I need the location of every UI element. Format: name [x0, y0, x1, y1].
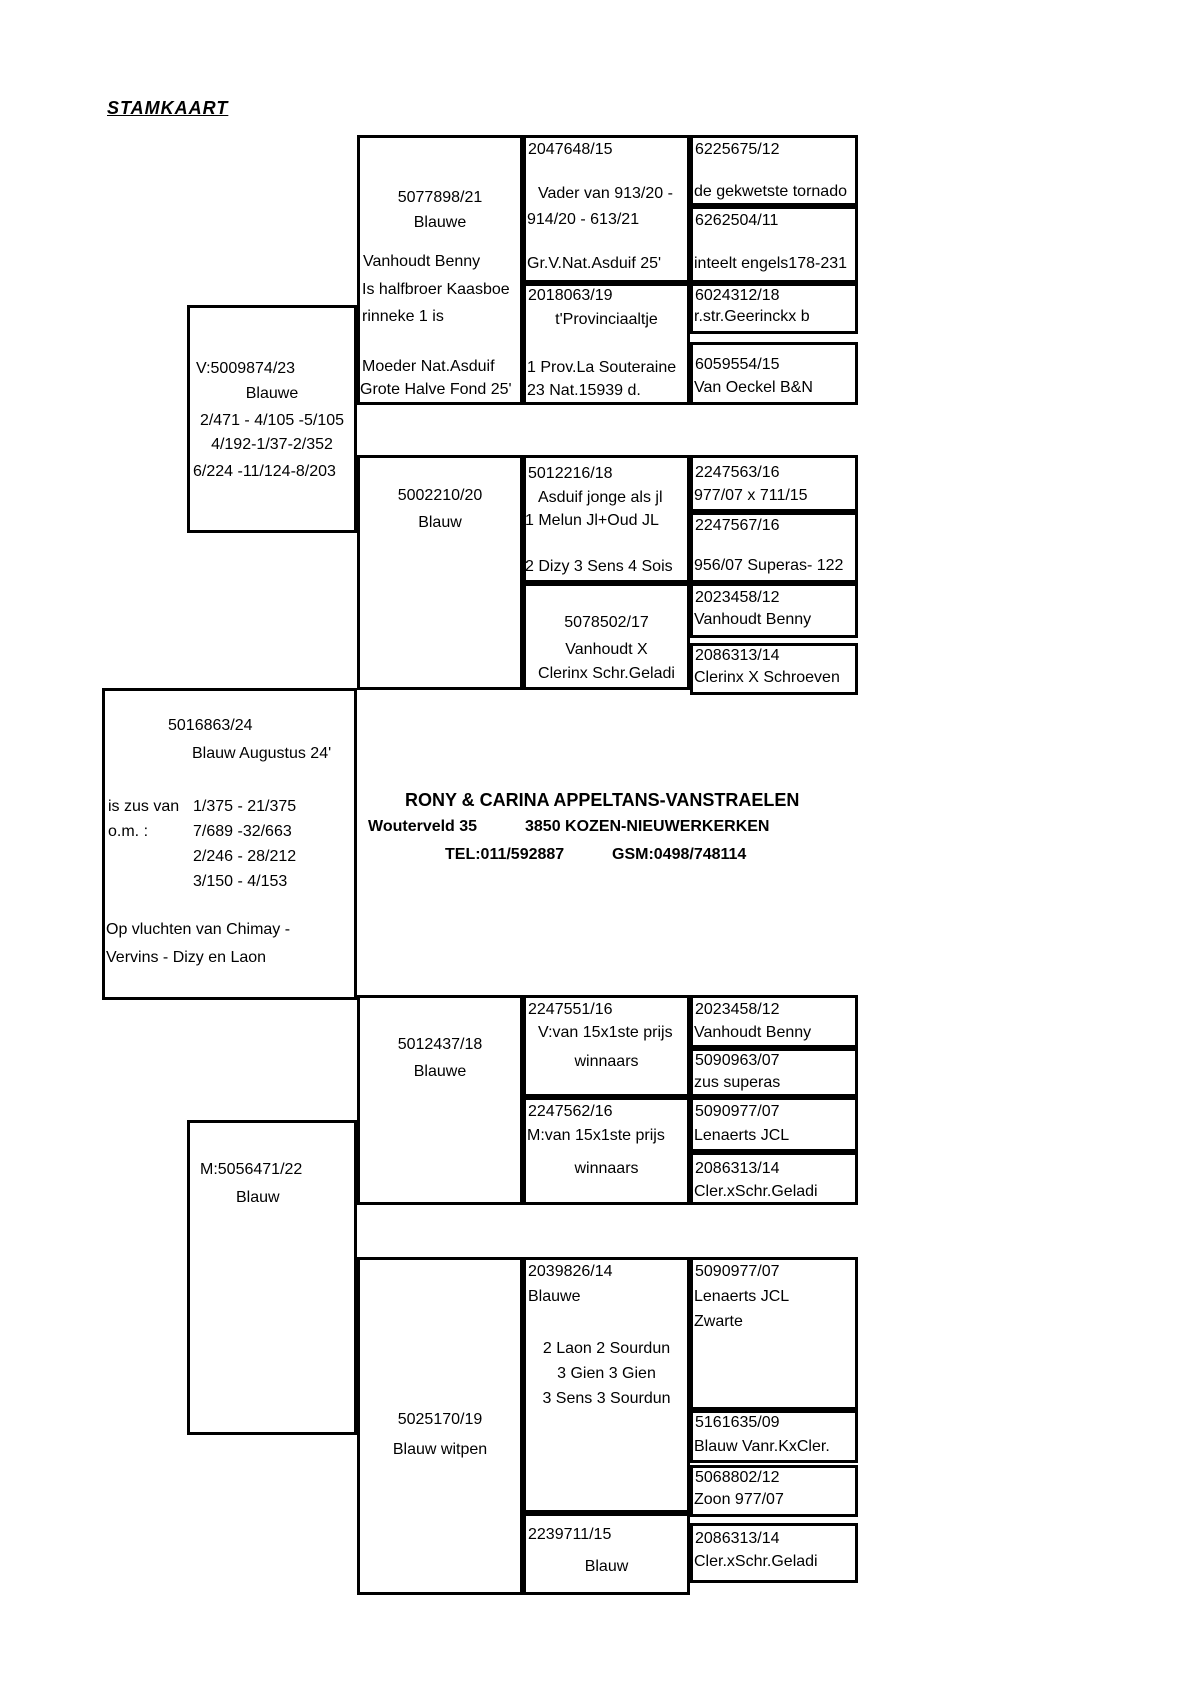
box-ggp11-line-1: Lenaerts JCL	[694, 1127, 790, 1144]
pedigree-box-mgf	[357, 995, 523, 1205]
box-pgf-dam-line-0: 2018063/19	[528, 287, 613, 304]
box-mgm-sire-line-2: 2 Laon 2 Sourdun	[542, 1340, 671, 1357]
box-ggp10-line-0: 5090963/07	[695, 1052, 780, 1069]
box-ggp10-line-1: zus superas	[694, 1074, 781, 1091]
box-ggp3-line-0: 6024312/18	[695, 287, 780, 304]
pedigree-box-ggp4	[690, 342, 858, 405]
box-pgf-dam-line-1: t'Provinciaaltje	[555, 311, 658, 328]
box-ggp11-line-0: 5090977/07	[695, 1103, 780, 1120]
box-ggp14-line-0: 5161635/09	[695, 1414, 780, 1431]
box-subject-line-3: 1/375 - 21/375	[193, 798, 297, 815]
box-pgf-line-2: Vanhoudt Benny	[363, 253, 481, 270]
pedigree-box-mother	[187, 1120, 357, 1435]
breeder-phone: TEL:011/592887	[445, 846, 565, 863]
pedigree-box-mgm-sire	[523, 1257, 690, 1513]
box-ggp9-line-0: 2023458/12	[695, 1001, 780, 1018]
box-mgf-line-0: 5012437/18	[397, 1036, 483, 1053]
box-subject-line-9: Vervins - Dizy en Laon	[106, 949, 267, 966]
box-ggp3-line-1: r.str.Geerinckx b	[694, 308, 810, 325]
pedigree-box-mgf-dam	[523, 1097, 690, 1205]
pedigree-box-ggp9	[690, 995, 858, 1048]
pedigree-box-mgm	[357, 1257, 523, 1595]
box-pgf-sire-line-2: 914/20 - 613/21	[527, 211, 640, 228]
box-mgm-sire-line-3: 3 Gien 3 Gien	[557, 1365, 656, 1382]
box-ggp12-line-1: Cler.xSchr.Geladi	[694, 1183, 818, 1200]
box-mgm-sire-line-4: 3 Sens 3 Sourdun	[542, 1390, 671, 1407]
box-father-line-4: 6/224 -11/124-8/203	[193, 463, 336, 480]
box-pgf-line-3: Is halfbroer Kaasboe	[362, 281, 510, 298]
pedigree-box-ggp13	[690, 1257, 858, 1410]
box-ggp4-line-1: Van Oeckel B&N	[694, 379, 813, 396]
box-pgf-dam-line-2: 1 Prov.La Souteraine	[527, 359, 677, 376]
box-pgf-line-0: 5077898/21	[397, 189, 483, 206]
box-mgm-sire-line-1: Blauwe	[528, 1288, 581, 1305]
box-ggp16-line-1: Cler.xSchr.Geladi	[694, 1553, 818, 1570]
box-pgf-line-5: Moeder Nat.Asduif	[362, 358, 495, 375]
box-pgm-sire-line-3: 2 Dizy 3 Sens 4 Sois	[525, 558, 673, 575]
box-mgf-dam-line-2: winnaars	[574, 1160, 639, 1177]
box-mgf-dam-line-1: M:van 15x1ste prijs	[527, 1127, 665, 1144]
box-ggp8-line-1: Clerinx X Schroeven	[694, 669, 840, 686]
box-mother-line-0: M:5056471/22	[200, 1161, 303, 1178]
box-pgf-sire-line-3: Gr.V.Nat.Asduif 25'	[527, 255, 662, 272]
box-ggp13-line-2: Zwarte	[694, 1313, 743, 1330]
box-pgf-line-1: Blauwe	[413, 214, 467, 231]
pedigree-box-ggp2	[690, 206, 858, 283]
pedigree-box-pgf	[357, 135, 523, 405]
box-ggp6-line-0: 2247567/16	[695, 517, 780, 534]
box-ggp5-line-1: 977/07 x 711/15	[694, 487, 808, 504]
breeder-city: 3850 KOZEN-NIEUWERKERKEN	[525, 818, 770, 835]
pedigree-box-mgf-sire	[523, 995, 690, 1097]
pedigree-box-ggp15	[690, 1465, 858, 1517]
breeder-street: Wouterveld 35	[368, 818, 478, 835]
box-subject-line-1: Blauw Augustus 24'	[192, 745, 332, 762]
box-ggp1-line-0: 6225675/12	[695, 141, 780, 158]
box-pgf-sire-line-0: 2047648/15	[528, 141, 613, 158]
box-ggp6-line-1: 956/07 Superas- 122	[694, 557, 844, 574]
box-mgm-dam-line-1: Blauw	[584, 1558, 629, 1575]
box-subject-line-4: o.m. :	[108, 823, 149, 840]
pedigree-box-ggp12	[690, 1152, 858, 1205]
box-ggp2-line-0: 6262504/11	[695, 212, 779, 229]
breeder-name: RONY & CARINA APPELTANS-VANSTRAELEN	[405, 790, 800, 810]
pedigree-box-ggp11	[690, 1097, 858, 1152]
pedigree-box-ggp10	[690, 1048, 858, 1097]
box-ggp4-line-0: 6059554/15	[695, 356, 780, 373]
box-mgf-sire-line-0: 2247551/16	[528, 1001, 613, 1018]
pedigree-box-ggp8	[690, 643, 858, 695]
box-mgm-line-1: Blauw witpen	[392, 1441, 488, 1458]
box-ggp16-line-0: 2086313/14	[695, 1530, 780, 1547]
box-pgf-line-6: Grote Halve Fond 25'	[360, 381, 512, 398]
box-mgf-line-1: Blauwe	[413, 1063, 467, 1080]
pedigree-box-ggp5	[690, 455, 858, 512]
pedigree-box-ggp1	[690, 135, 858, 206]
box-pgm-sire-line-2: 1 Melun Jl+Oud JL	[525, 512, 659, 529]
box-ggp7-line-1: Vanhoudt Benny	[694, 611, 812, 628]
box-ggp5-line-0: 2247563/16	[695, 464, 780, 481]
pedigree-box-subject	[102, 688, 357, 1000]
box-mgf-dam-line-0: 2247562/16	[528, 1103, 613, 1120]
pedigree-box-pgm-dam	[523, 583, 690, 690]
box-subject-line-0: 5016863/24	[168, 717, 253, 734]
box-mgf-sire-line-2: winnaars	[574, 1053, 639, 1070]
box-mgm-dam-line-0: 2239711/15	[528, 1526, 612, 1543]
box-ggp12-line-0: 2086313/14	[695, 1160, 780, 1177]
box-subject-line-6: 2/246 - 28/212	[193, 848, 297, 865]
pedigree-box-pgm	[357, 455, 523, 690]
breeder-gsm: GSM:0498/748114	[612, 846, 747, 863]
box-ggp9-line-1: Vanhoudt Benny	[694, 1024, 812, 1041]
box-ggp8-line-0: 2086313/14	[695, 647, 780, 664]
box-mgf-sire-line-1: V:van 15x1ste prijs	[538, 1024, 673, 1041]
box-mother-line-1: Blauw	[236, 1189, 280, 1206]
pedigree-box-ggp3	[690, 283, 858, 334]
box-pgm-dam-line-0: 5078502/17	[564, 614, 649, 631]
box-ggp13-line-1: Lenaerts JCL	[694, 1288, 790, 1305]
box-ggp1-line-1: de gekwetste tornado	[694, 183, 847, 200]
box-ggp2-line-1: inteelt engels178-231	[694, 255, 848, 272]
box-ggp15-line-1: Zoon 977/07	[694, 1491, 784, 1508]
page-title: STAMKAART	[107, 98, 229, 118]
box-pgm-dam-line-1: Vanhoudt X	[565, 641, 648, 658]
box-father-line-1: Blauwe	[245, 385, 299, 402]
box-ggp15-line-0: 5068802/12	[695, 1469, 780, 1486]
box-ggp7-line-0: 2023458/12	[695, 589, 780, 606]
box-subject-line-8: Op vluchten van Chimay -	[106, 921, 291, 938]
box-ggp14-line-1: Blauw Vanr.KxCler.	[694, 1438, 830, 1455]
box-mgm-line-0: 5025170/19	[397, 1411, 483, 1428]
box-pgf-line-4: rinneke 1 is	[362, 308, 444, 325]
box-mgm-sire-line-0: 2039826/14	[528, 1263, 613, 1280]
box-pgf-dam-line-3: 23 Nat.15939 d.	[527, 382, 641, 399]
pedigree-box-pgf-dam	[523, 283, 690, 405]
box-subject-line-2: is zus van	[108, 798, 180, 815]
box-pgf-sire-line-1: Vader van 913/20 -	[538, 185, 673, 202]
box-father-line-0: V:5009874/23	[196, 360, 296, 377]
pedigree-box-father	[187, 305, 357, 533]
pedigree-box-ggp6	[690, 512, 858, 583]
pedigree-box-ggp14	[690, 1410, 858, 1463]
box-pgm-dam-line-2: Clerinx Schr.Geladi	[538, 665, 675, 682]
box-father-line-2: 2/471 - 4/105 -5/105	[199, 412, 345, 429]
box-subject-line-5: 7/689 -32/663	[193, 823, 292, 840]
pedigree-box-mgm-dam	[523, 1513, 690, 1595]
box-pgm-sire-line-0: 5012216/18	[528, 465, 613, 482]
box-subject-line-7: 3/150 - 4/153	[193, 873, 288, 890]
box-father-line-3: 4/192-1/37-2/352	[211, 436, 333, 453]
box-pgm-sire-line-1: Asduif jonge als jl	[538, 489, 663, 506]
box-pgm-line-0: 5002210/20	[397, 487, 483, 504]
pedigree-box-ggp7	[690, 583, 858, 638]
pedigree-box-pgf-sire	[523, 135, 690, 283]
box-pgm-line-1: Blauw	[418, 514, 462, 531]
pedigree-box-ggp16	[690, 1523, 858, 1583]
pedigree-box-pgm-sire	[523, 455, 690, 583]
box-ggp13-line-0: 5090977/07	[695, 1263, 780, 1280]
